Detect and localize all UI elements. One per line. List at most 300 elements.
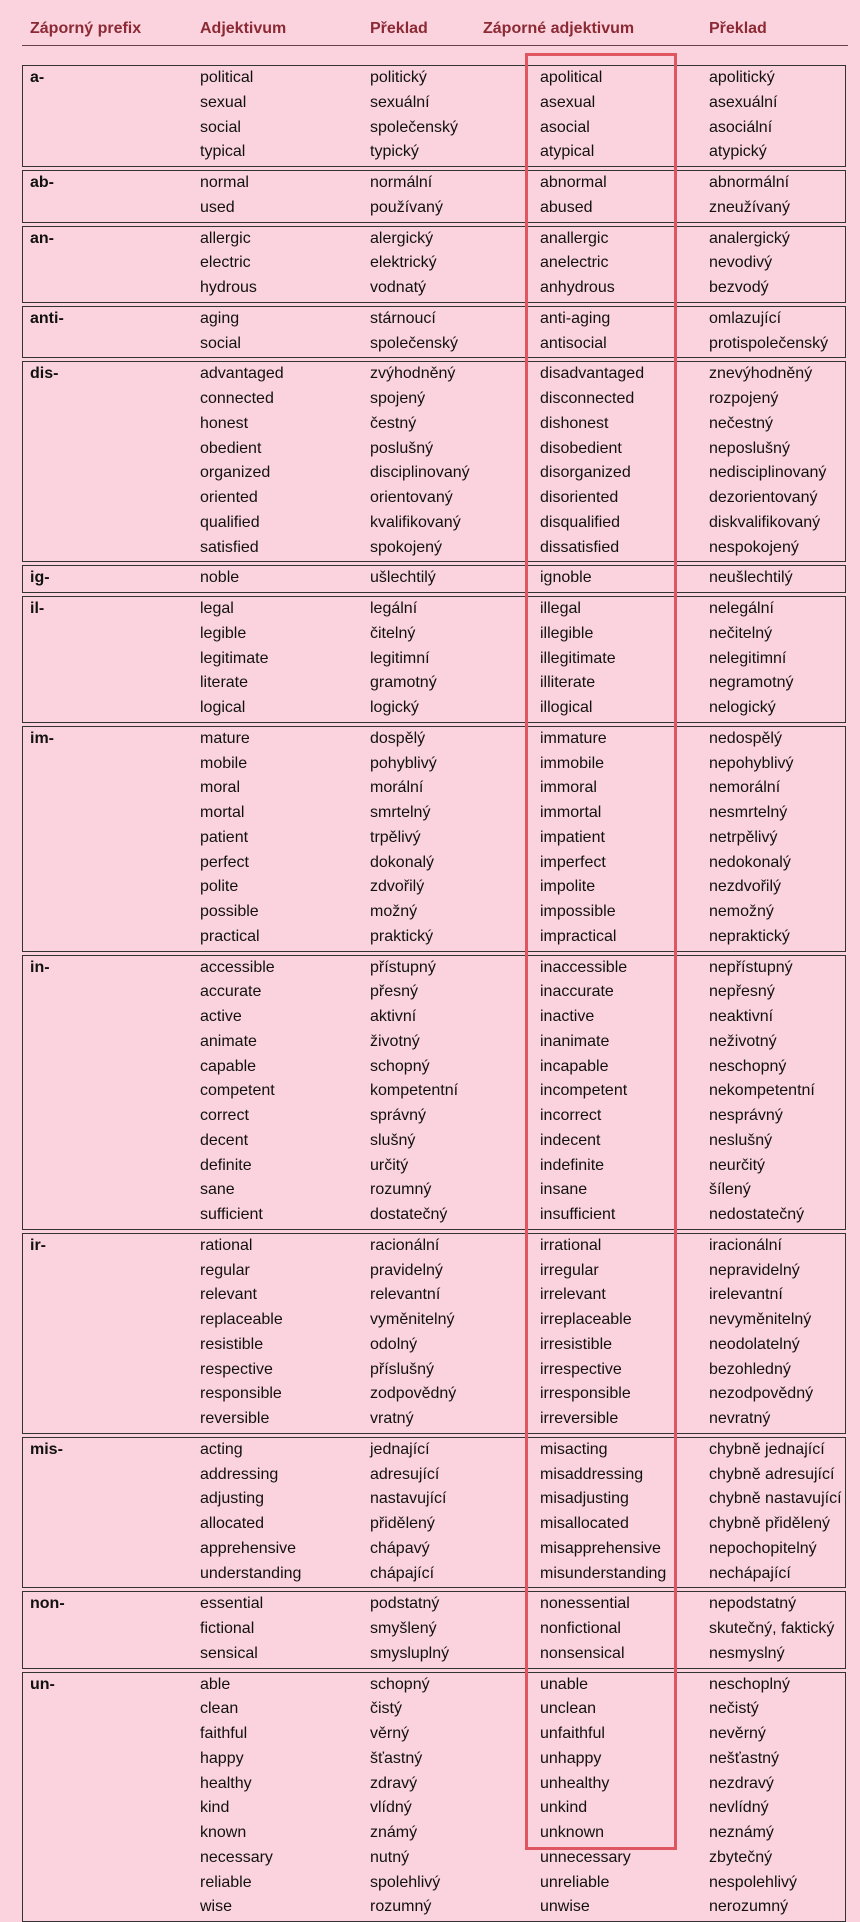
translation-cell: schopný <box>370 1673 430 1697</box>
negative-translation-cell: asociální <box>709 116 772 140</box>
translation-cell: používaný <box>370 196 443 220</box>
negative-adjective-cell: anelectric <box>540 251 608 275</box>
negative-translation-cell: chybně přidělený <box>709 1512 830 1536</box>
negative-translation-cell: zneužívaný <box>709 196 790 220</box>
translation-cell: legální <box>370 597 417 621</box>
table-row <box>23 875 845 899</box>
negative-translation-cell: nečitelný <box>709 622 772 646</box>
negative-adjective-cell: asocial <box>540 116 590 140</box>
header-translation: Překlad <box>370 20 428 38</box>
negative-translation-cell: nevodivý <box>709 251 772 275</box>
negative-adjective-cell: incorrect <box>540 1104 601 1128</box>
negative-adjective-cell: impossible <box>540 900 616 924</box>
translation-cell: zodpovědný <box>370 1382 456 1406</box>
negative-adjective-cell: unclean <box>540 1697 596 1721</box>
table-row <box>23 140 845 164</box>
negative-adjective-cell: inaccessible <box>540 956 627 980</box>
table-row <box>23 461 845 485</box>
negative-adjective-cell: irreplaceable <box>540 1308 632 1332</box>
negative-translation-cell: protispolečenský <box>709 332 828 356</box>
negative-adjective-cell: misadjusting <box>540 1487 629 1511</box>
adjective-cell: apprehensive <box>200 1537 296 1561</box>
negative-adjective-cell: illogical <box>540 696 592 720</box>
negative-adjective-cell: illegitimate <box>540 647 616 671</box>
negative-translation-cell: nelegální <box>709 597 774 621</box>
table-row <box>23 1512 845 1536</box>
negative-adjective-cell: nonfictional <box>540 1617 621 1641</box>
prefix-group <box>22 596 846 723</box>
negative-adjective-cell: insufficient <box>540 1203 615 1227</box>
translation-cell: nastavující <box>370 1487 446 1511</box>
table-row <box>23 801 845 825</box>
prefix-group <box>22 361 846 562</box>
prefix-group <box>22 1437 846 1589</box>
prefix-label: im- <box>30 727 54 751</box>
negative-translation-cell: nepraktický <box>709 925 790 949</box>
translation-cell: jednající <box>370 1438 430 1462</box>
adjective-cell: connected <box>200 387 274 411</box>
negative-adjective-cell: illiterate <box>540 671 595 695</box>
negative-adjective-cell: disconnected <box>540 387 634 411</box>
negative-adjective-cell: apolitical <box>540 66 602 90</box>
negative-adjective-cell: misapprehensive <box>540 1537 661 1561</box>
adjective-cell: relevant <box>200 1283 257 1307</box>
translation-cell: dokonalý <box>370 851 434 875</box>
adjective-cell: perfect <box>200 851 249 875</box>
adjective-cell: clean <box>200 1697 238 1721</box>
adjective-cell: sensical <box>200 1642 258 1666</box>
adjective-cell: satisfied <box>200 536 259 560</box>
negative-translation-cell: neznámý <box>709 1821 774 1845</box>
translation-cell: pravidelný <box>370 1259 443 1283</box>
negative-translation-cell: neaktivní <box>709 1005 773 1029</box>
negative-translation-cell: nesprávný <box>709 1104 783 1128</box>
negative-adjective-cell: misacting <box>540 1438 608 1462</box>
table-row <box>23 925 845 949</box>
negative-adjective-cell: irrational <box>540 1234 601 1258</box>
translation-cell: životný <box>370 1030 420 1054</box>
translation-cell: stárnoucí <box>370 307 436 331</box>
translation-cell: adresující <box>370 1463 439 1487</box>
translation-cell: morální <box>370 776 423 800</box>
negative-translation-cell: neodolatelný <box>709 1333 800 1357</box>
negative-translation-cell: nečestný <box>709 412 773 436</box>
table-row <box>23 1673 845 1697</box>
adjective-cell: mobile <box>200 752 247 776</box>
negative-translation-cell: nevlídný <box>709 1796 769 1820</box>
prefix-group <box>22 726 846 952</box>
negative-translation-cell: diskvalifikovaný <box>709 511 820 535</box>
translation-cell: spojený <box>370 387 425 411</box>
table-row <box>23 1333 845 1357</box>
adjective-cell: reliable <box>200 1871 252 1895</box>
adjective-cell: oriented <box>200 486 258 510</box>
adjective-cell: obedient <box>200 437 261 461</box>
table-row <box>23 332 845 356</box>
negative-translation-cell: neposlušný <box>709 437 790 461</box>
table-row <box>23 1697 845 1721</box>
adjective-cell: definite <box>200 1154 252 1178</box>
prefix-label: ir- <box>30 1234 46 1258</box>
adjective-cell: honest <box>200 412 248 436</box>
negative-adjective-cell: misallocated <box>540 1512 629 1536</box>
negative-translation-cell: apolitický <box>709 66 775 90</box>
adjective-cell: qualified <box>200 511 260 535</box>
adjective-cell: sexual <box>200 91 246 115</box>
negative-translation-cell: neušlechtilý <box>709 566 793 590</box>
translation-cell: typický <box>370 140 419 164</box>
negative-translation-cell: neslušný <box>709 1129 772 1153</box>
negative-adjective-cell: unreliable <box>540 1871 609 1895</box>
negative-translation-cell: neschopný <box>709 1055 786 1079</box>
negative-translation-cell: neschoplný <box>709 1673 790 1697</box>
translation-cell: věrný <box>370 1722 409 1746</box>
translation-cell: rozumný <box>370 1178 431 1202</box>
negative-adjective-cell: unwise <box>540 1895 590 1919</box>
negative-adjective-cell: inaccurate <box>540 980 614 1004</box>
adjective-cell: allergic <box>200 227 251 251</box>
translation-cell: smyšlený <box>370 1617 437 1641</box>
negative-translation-cell: nedokonalý <box>709 851 791 875</box>
adjective-cell: sane <box>200 1178 235 1202</box>
negative-translation-cell: znevýhodněný <box>709 362 812 386</box>
negative-adjective-cell: irresponsible <box>540 1382 631 1406</box>
adjective-cell: normal <box>200 171 249 195</box>
negative-adjective-cell: disadvantaged <box>540 362 644 386</box>
negative-adjective-cell: inactive <box>540 1005 594 1029</box>
prefix-label: non- <box>30 1592 65 1616</box>
prefix-group <box>22 65 846 167</box>
table-row <box>23 116 845 140</box>
negative-translation-cell: skutečný, faktický <box>709 1617 834 1641</box>
translation-cell: vlídný <box>370 1796 412 1820</box>
negative-translation-cell: nesmrtelný <box>709 801 787 825</box>
negative-adjective-cell: disoriented <box>540 486 618 510</box>
negative-adjective-cell: nonessential <box>540 1592 630 1616</box>
adjective-cell: reversible <box>200 1407 269 1431</box>
table-row <box>23 91 845 115</box>
table-row <box>23 307 845 331</box>
table-row <box>23 727 845 751</box>
translation-cell: elektrický <box>370 251 437 275</box>
prefix-label: an- <box>30 227 54 251</box>
negative-adjective-cell: ignoble <box>540 566 592 590</box>
translation-cell: disciplinovaný <box>370 461 470 485</box>
table-row <box>23 1308 845 1332</box>
translation-cell: dostatečný <box>370 1203 447 1227</box>
negative-adjective-cell: unhappy <box>540 1747 601 1771</box>
negative-translation-cell: nekompetentní <box>709 1079 815 1103</box>
adjective-cell: logical <box>200 696 245 720</box>
negative-adjective-cell: unable <box>540 1673 588 1697</box>
translation-cell: šťastný <box>370 1747 422 1771</box>
negative-translation-cell: nepohyblivý <box>709 752 794 776</box>
translation-cell: pohyblivý <box>370 752 437 776</box>
translation-cell: zdvořilý <box>370 875 424 899</box>
translation-cell: smysluplný <box>370 1642 449 1666</box>
header-negative-translation: Překlad <box>709 20 767 38</box>
negative-translation-cell: nepřesný <box>709 980 775 1004</box>
negative-adjective-cell: unnecessary <box>540 1846 631 1870</box>
table-row <box>23 1592 845 1616</box>
negative-translation-cell: nedisciplinovaný <box>709 461 826 485</box>
adjective-cell: understanding <box>200 1562 301 1586</box>
negative-adjective-cell: irresistible <box>540 1333 612 1357</box>
table-row <box>23 1487 845 1511</box>
translation-cell: smrtelný <box>370 801 430 825</box>
table-row <box>23 776 845 800</box>
negative-translation-cell: zbytečný <box>709 1846 772 1870</box>
negative-adjective-cell: irrelevant <box>540 1283 606 1307</box>
negative-translation-cell: nechápající <box>709 1562 791 1586</box>
adjective-cell: resistible <box>200 1333 263 1357</box>
table-row <box>23 1438 845 1462</box>
translation-cell: rozumný <box>370 1895 431 1919</box>
negative-adjective-cell: immortal <box>540 801 601 825</box>
translation-cell: kvalifikovaný <box>370 511 461 535</box>
negative-adjective-cell: unknown <box>540 1821 604 1845</box>
negative-translation-cell: chybně nastavující <box>709 1487 842 1511</box>
negative-translation-cell: nepravidelný <box>709 1259 800 1283</box>
translation-cell: spolehlivý <box>370 1871 440 1895</box>
negative-adjective-cell: incapable <box>540 1055 609 1079</box>
table-row <box>23 1154 845 1178</box>
table-row <box>23 1129 845 1153</box>
table-row <box>23 437 845 461</box>
negative-translation-cell: nelegitimní <box>709 647 786 671</box>
translation-cell: společenský <box>370 332 458 356</box>
negative-translation-cell: nezodpovědný <box>709 1382 813 1406</box>
adjective-cell: hydrous <box>200 276 257 300</box>
negative-adjective-cell: unkind <box>540 1796 587 1820</box>
table-row <box>23 1259 845 1283</box>
table-row <box>23 752 845 776</box>
negative-translation-cell: rozpojený <box>709 387 778 411</box>
adjective-cell: patient <box>200 826 248 850</box>
table-row <box>23 1283 845 1307</box>
adjective-cell: accessible <box>200 956 275 980</box>
table-row <box>23 1722 845 1746</box>
table-row <box>23 1846 845 1870</box>
adjective-cell: respective <box>200 1358 273 1382</box>
table-row <box>23 1537 845 1561</box>
adjective-cell: accurate <box>200 980 261 1004</box>
translation-cell: normální <box>370 171 432 195</box>
negative-adjective-cell: antisocial <box>540 332 607 356</box>
negative-translation-cell: bezohledný <box>709 1358 791 1382</box>
negative-translation-cell: bezvodý <box>709 276 769 300</box>
negative-adjective-cell: disqualified <box>540 511 620 535</box>
adjective-cell: replaceable <box>200 1308 283 1332</box>
adjective-cell: legal <box>200 597 234 621</box>
prefix-label: mis- <box>30 1438 63 1462</box>
header-divider <box>22 45 848 46</box>
prefix-group <box>22 226 846 303</box>
prefix-table <box>22 0 848 1868</box>
negative-adjective-cell: impolite <box>540 875 595 899</box>
prefix-group <box>22 170 846 223</box>
negative-adjective-cell: anti-aging <box>540 307 610 331</box>
prefix-group <box>22 1591 846 1668</box>
prefix-label: a- <box>30 66 44 90</box>
negative-translation-cell: abnormální <box>709 171 789 195</box>
negative-translation-cell: negramotný <box>709 671 794 695</box>
table-row <box>23 486 845 510</box>
adjective-cell: known <box>200 1821 246 1845</box>
prefix-group <box>22 1233 846 1434</box>
table-row <box>23 412 845 436</box>
table-row <box>23 851 845 875</box>
adjective-cell: allocated <box>200 1512 264 1536</box>
translation-cell: odolný <box>370 1333 417 1357</box>
negative-translation-cell: šílený <box>709 1178 751 1202</box>
adjective-cell: addressing <box>200 1463 278 1487</box>
negative-adjective-cell: abused <box>540 196 593 220</box>
negative-adjective-cell: misaddressing <box>540 1463 643 1487</box>
negative-translation-cell: omlazující <box>709 307 781 331</box>
table-row <box>23 66 845 90</box>
adjective-cell: literate <box>200 671 248 695</box>
adjective-cell: animate <box>200 1030 257 1054</box>
adjective-cell: aging <box>200 307 239 331</box>
negative-adjective-cell: atypical <box>540 140 594 164</box>
negative-translation-cell: nepodstatný <box>709 1592 796 1616</box>
negative-translation-cell: nepřístupný <box>709 956 793 980</box>
negative-adjective-cell: inanimate <box>540 1030 609 1054</box>
translation-cell: podstatný <box>370 1592 439 1616</box>
prefix-label: il- <box>30 597 44 621</box>
adjective-cell: mature <box>200 727 250 751</box>
adjective-cell: happy <box>200 1747 244 1771</box>
negative-translation-cell: nevěrný <box>709 1722 766 1746</box>
header-negative-adjective: Záporné adjektivum <box>483 20 634 38</box>
negative-translation-cell: nemožný <box>709 900 774 924</box>
adjective-cell: sufficient <box>200 1203 263 1227</box>
prefix-label: un- <box>30 1673 55 1697</box>
translation-cell: ušlechtilý <box>370 566 436 590</box>
adjective-cell: regular <box>200 1259 250 1283</box>
translation-cell: společenský <box>370 116 458 140</box>
translation-cell: příslušný <box>370 1358 434 1382</box>
translation-cell: správný <box>370 1104 426 1128</box>
negative-translation-cell: nečistý <box>709 1697 759 1721</box>
negative-adjective-cell: irregular <box>540 1259 599 1283</box>
translation-cell: zvýhodněný <box>370 362 455 386</box>
negative-adjective-cell: unhealthy <box>540 1772 609 1796</box>
adjective-cell: advantaged <box>200 362 284 386</box>
translation-cell: čitelný <box>370 622 415 646</box>
negative-translation-cell: nelogický <box>709 696 776 720</box>
table-row <box>23 647 845 671</box>
negative-translation-cell: dezorientovaný <box>709 486 818 510</box>
header-adjective: Adjektivum <box>200 20 286 38</box>
prefix-group <box>22 955 846 1230</box>
adjective-cell: legible <box>200 622 246 646</box>
negative-adjective-cell: impatient <box>540 826 605 850</box>
negative-adjective-cell: incompetent <box>540 1079 627 1103</box>
adjective-cell: faithful <box>200 1722 247 1746</box>
adjective-cell: rational <box>200 1234 252 1258</box>
adjective-cell: fictional <box>200 1617 254 1641</box>
negative-translation-cell: neživotný <box>709 1030 777 1054</box>
translation-cell: přesný <box>370 980 418 1004</box>
negative-translation-cell: asexuální <box>709 91 778 115</box>
table-row <box>23 671 845 695</box>
prefix-label: in- <box>30 956 50 980</box>
negative-adjective-cell: disorganized <box>540 461 631 485</box>
negative-translation-cell: netrpělivý <box>709 826 777 850</box>
table-row <box>23 826 845 850</box>
table-row <box>23 1796 845 1820</box>
table-row <box>23 1407 845 1431</box>
adjective-cell: essential <box>200 1592 263 1616</box>
table-row <box>23 1203 845 1227</box>
prefix-label: anti- <box>30 307 64 331</box>
table-row <box>23 171 845 195</box>
translation-cell: nutný <box>370 1846 409 1870</box>
negative-adjective-cell: immobile <box>540 752 604 776</box>
table-row <box>23 1562 845 1586</box>
translation-cell: spokojený <box>370 536 442 560</box>
table-row <box>23 536 845 560</box>
translation-cell: chápající <box>370 1562 434 1586</box>
adjective-cell: decent <box>200 1129 248 1153</box>
prefix-label: ig- <box>30 566 50 590</box>
table-row <box>23 1871 845 1895</box>
negative-translation-cell: chybně jednající <box>709 1438 825 1462</box>
adjective-cell: correct <box>200 1104 249 1128</box>
negative-adjective-cell: imperfect <box>540 851 606 875</box>
table-row <box>23 597 845 621</box>
negative-translation-cell: nezdvořilý <box>709 875 781 899</box>
negative-adjective-cell: insane <box>540 1178 587 1202</box>
adjective-cell: possible <box>200 900 259 924</box>
negative-adjective-cell: unfaithful <box>540 1722 605 1746</box>
translation-cell: vodnatý <box>370 276 426 300</box>
translation-cell: praktický <box>370 925 433 949</box>
table-row <box>23 1005 845 1029</box>
negative-adjective-cell: dishonest <box>540 412 609 436</box>
table-row <box>23 227 845 251</box>
prefix-label: ab- <box>30 171 54 195</box>
negative-adjective-cell: abnormal <box>540 171 607 195</box>
table-row <box>23 196 845 220</box>
negative-translation-cell: nespokojený <box>709 536 799 560</box>
table-row <box>23 1358 845 1382</box>
translation-cell: relevantní <box>370 1283 440 1307</box>
prefix-group <box>22 1672 846 1922</box>
negative-translation-cell: nesmyslný <box>709 1642 785 1666</box>
table-row <box>23 1055 845 1079</box>
negative-adjective-cell: immoral <box>540 776 597 800</box>
table-row <box>23 1895 845 1919</box>
negative-translation-cell: nepochopitelný <box>709 1537 817 1561</box>
negative-translation-cell: nedostatečný <box>709 1203 804 1227</box>
translation-cell: racionální <box>370 1234 439 1258</box>
translation-cell: možný <box>370 900 417 924</box>
adjective-cell: polite <box>200 875 238 899</box>
negative-adjective-cell: irreversible <box>540 1407 618 1431</box>
translation-cell: legitimní <box>370 647 430 671</box>
negative-translation-cell: neurčitý <box>709 1154 765 1178</box>
translation-cell: dospělý <box>370 727 425 751</box>
adjective-cell: noble <box>200 566 239 590</box>
negative-adjective-cell: misunderstanding <box>540 1562 666 1586</box>
negative-translation-cell: atypický <box>709 140 767 164</box>
negative-translation-cell: chybně adresující <box>709 1463 834 1487</box>
header-prefix: Záporný prefix <box>30 20 141 38</box>
table-row <box>23 980 845 1004</box>
